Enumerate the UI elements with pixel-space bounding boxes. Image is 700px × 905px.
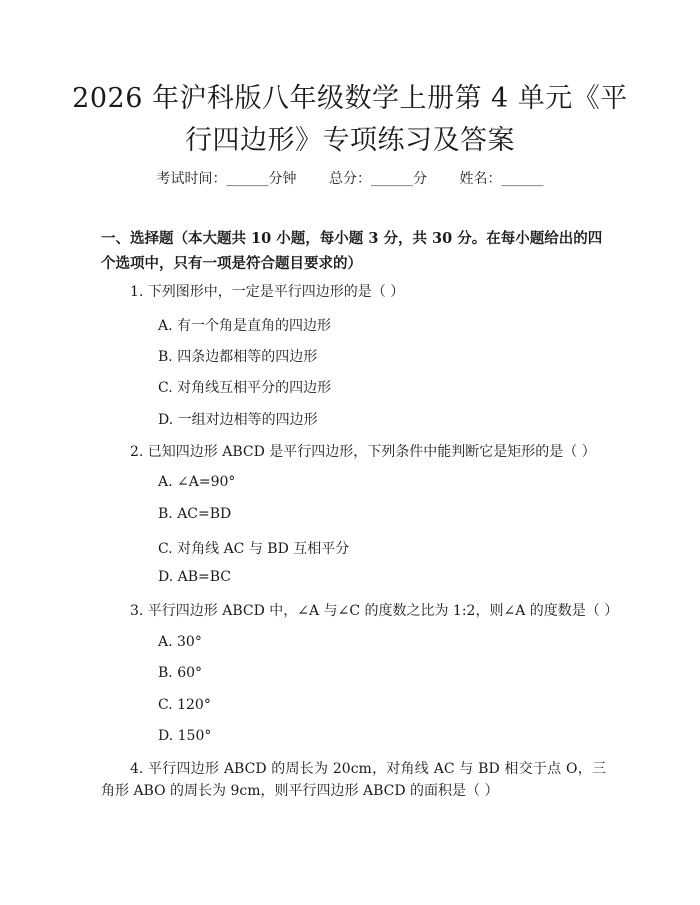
question-3-option-d: D. 150°: [158, 728, 212, 744]
question-1-option-c: C. 对角线互相平分的四边形: [158, 380, 332, 396]
question-1-option-d: D. 一组对边相等的四边形: [158, 412, 318, 428]
exam-time-field: 考试时间：______分钟: [156, 171, 297, 187]
question-1-option-a: A. 有一个角是直角的四边形: [158, 318, 332, 334]
question-2-option-d: D. AB=BC: [158, 569, 232, 585]
question-3: 3. 平行四边形 ABCD 中，∠A 与∠C 的度数之比为 1:2，则∠A 的度数是（ ）: [130, 603, 619, 619]
question-4: 4. 平行四边形 ABCD 的周长为 20cm，对角线 AC 与 BD 相交于点 O，三角形 ABO 的周长为 9cm，则平行四边形 ABCD 的面积是（ ）: [101, 761, 606, 799]
question-2-option-c: C. 对角线 AC 与 BD 互相平分: [158, 541, 350, 557]
question-3-option-a: A. 30°: [158, 634, 202, 650]
question-1-option-b: B. 四条边都相等的四边形: [158, 349, 318, 365]
question-3-option-b: B. 60°: [158, 665, 203, 681]
question-3-option-c: C. 120°: [158, 697, 211, 713]
question-1: 1. 下列图形中，一定是平行四边形的是（ ）: [130, 284, 405, 300]
total-score-field: 总分：______分: [329, 171, 427, 187]
document-title: 2026 年沪科版八年级数学上册第 4 单元《平行四边形》专项练习及答案: [72, 83, 628, 156]
exam-meta: [0, 168, 700, 188]
question-2: 2. 已知四边形 ABCD 是平行四边形，下列条件中能判断它是矩形的是（ ）: [130, 444, 596, 460]
question-2-option-b: B. AC=BD: [158, 506, 232, 522]
name-field: 姓名：______: [459, 171, 544, 187]
question-2-option-a: A. ∠A=90°: [158, 474, 236, 490]
section-heading: 一、选择题（本大题共 10 小题，每小题 3 分，共 30 分。在每小题给出的四个选项中，只有一项是符合题目要求的）: [101, 230, 603, 272]
